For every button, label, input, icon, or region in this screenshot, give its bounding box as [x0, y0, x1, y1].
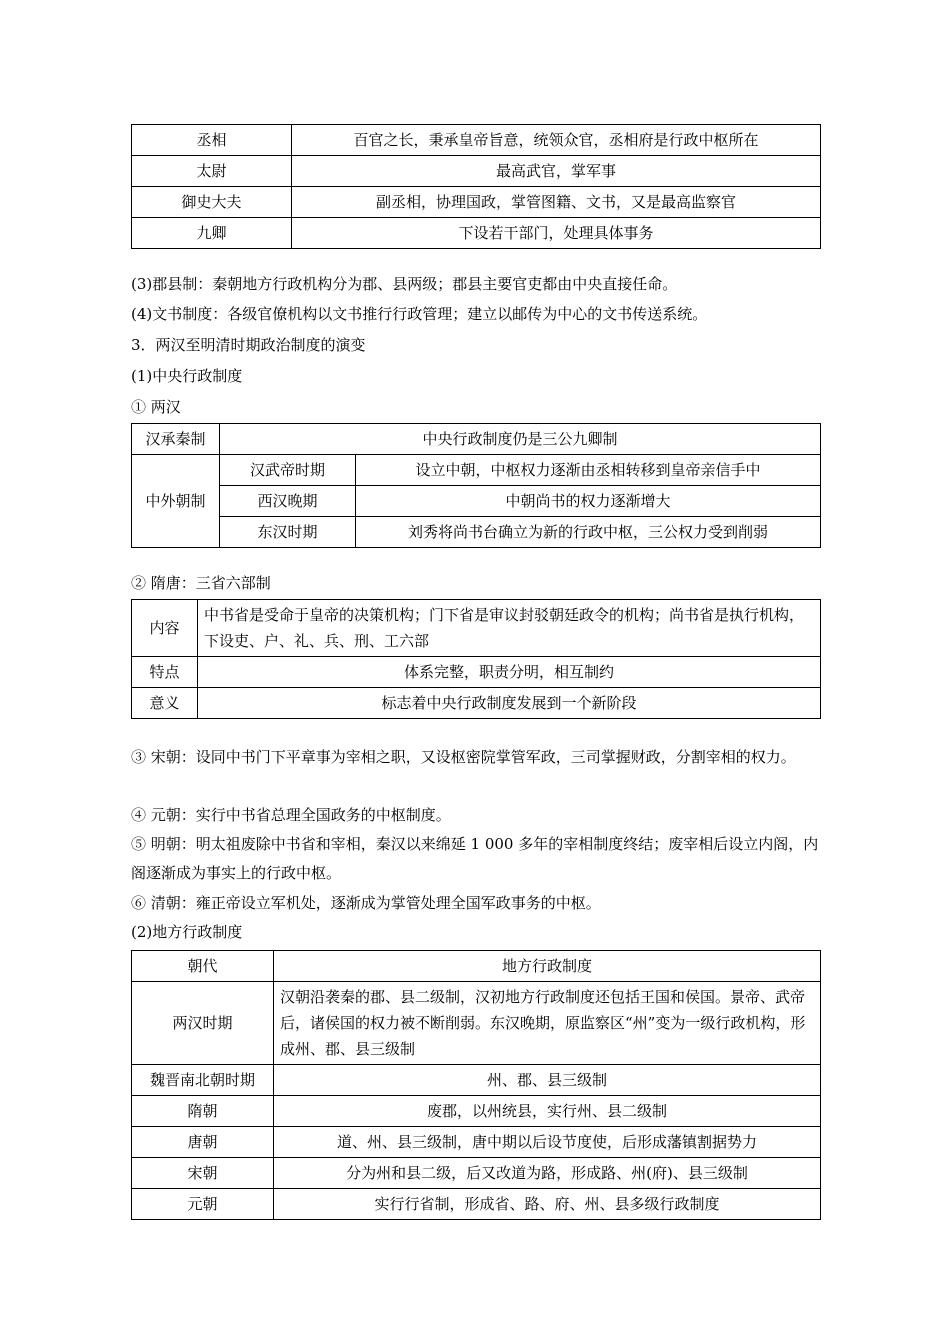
row-text: 中书省是受命于皇帝的决策机构；门下省是审议封驳朝廷政令的机构；尚书省是执行机构，下设吏、户、礼、兵、刑、工六部: [198, 600, 821, 657]
period-label: 东汉时期: [220, 517, 356, 548]
official-name: 九卿: [132, 218, 292, 249]
subsection-heading: (1)中央行政制度: [131, 367, 243, 385]
han-central-system-table: [131, 423, 821, 548]
table-row: [132, 657, 821, 688]
period-text: 中朝尚书的权力逐渐增大: [356, 486, 821, 517]
table-row: [132, 982, 821, 1065]
table-row: [132, 187, 821, 218]
row-text: 体系完整，职责分明，相互制约: [198, 657, 821, 688]
table-row: [132, 218, 821, 249]
dynasty-cell: 宋朝: [132, 1158, 274, 1189]
paragraph-song: ③ 宋朝：设同中书门下平章事为宰相之职，又设枢密院掌管军政，三司掌握财政，分割宰相的权力。: [131, 748, 796, 766]
table-row: [132, 517, 821, 548]
official-name: 太尉: [132, 156, 292, 187]
subsection-heading: (2)地方行政制度: [131, 923, 243, 941]
row-label: 汉承秦制: [132, 424, 220, 455]
table-row: [132, 156, 821, 187]
system-cell: 实行行省制，形成省、路、府、州、县多级行政制度: [274, 1189, 821, 1220]
row-label: 特点: [132, 657, 198, 688]
row-text: 中央行政制度仍是三公九卿制: [220, 424, 821, 455]
row-label: 意义: [132, 688, 198, 719]
period-text: 设立中朝，中枢权力逐渐由丞相转移到皇帝亲信手中: [356, 455, 821, 486]
group-label: 中外朝制: [132, 455, 220, 548]
paragraph-junxian: (3)郡县制：秦朝地方行政机构分为郡、县两级；郡县主要官吏都由中央直接任命。: [131, 275, 678, 293]
table-header-row: [132, 951, 821, 982]
item-heading: ① 两汉: [131, 398, 181, 416]
table-row: [132, 455, 821, 486]
item-heading: ② 隋唐：三省六部制: [131, 574, 271, 592]
local-administration-table: [131, 950, 821, 1220]
dynasty-cell: 魏晋南北朝时期: [132, 1065, 274, 1096]
system-cell: 分为州和县二级，后又改道为路，形成路、州(府)、县三级制: [274, 1158, 821, 1189]
official-duty: 副丞相，协理国政，掌管图籍、文书，又是最高监察官: [292, 187, 821, 218]
row-text: 标志着中央行政制度发展到一个新阶段: [198, 688, 821, 719]
dynasty-cell: 隋朝: [132, 1096, 274, 1127]
dynasty-cell: 唐朝: [132, 1127, 274, 1158]
period-label: 汉武帝时期: [220, 455, 356, 486]
system-cell: 汉朝沿袭秦的郡、县二级制，汉初地方行政制度还包括王国和侯国。景帝、武帝后，诸侯国的权力被不断削弱。东汉晚期，原监察区“州”变为一级行政机构，形成州、郡、县三级制: [274, 982, 821, 1065]
official-duty: 下设若干部门，处理具体事务: [292, 218, 821, 249]
period-label: 西汉晚期: [220, 486, 356, 517]
qin-central-officials-table: [131, 124, 821, 249]
table-row: [132, 424, 821, 455]
system-cell: 州、郡、县三级制: [274, 1065, 821, 1096]
column-header: 朝代: [132, 951, 274, 982]
paragraph-qing: ⑥ 清朝：雍正帝设立军机处，逐渐成为掌管处理全国军政事务的中枢。: [131, 894, 601, 912]
row-label: 内容: [132, 600, 198, 657]
official-duty: 百官之长，秉承皇帝旨意，统领众官，丞相府是行政中枢所在: [292, 125, 821, 156]
table-row: [132, 1127, 821, 1158]
system-cell: 道、州、县三级制，唐中期以后设节度使，后形成藩镇割据势力: [274, 1127, 821, 1158]
table-row: [132, 125, 821, 156]
table-row: [132, 1189, 821, 1220]
table-row: [132, 1065, 821, 1096]
dynasty-cell: 元朝: [132, 1189, 274, 1220]
period-text: 刘秀将尚书台确立为新的行政中枢，三公权力受到削弱: [356, 517, 821, 548]
column-header: 地方行政制度: [274, 951, 821, 982]
table-row: [132, 600, 821, 657]
table-row: [132, 1096, 821, 1127]
paragraph-yuan: ④ 元朝：实行中书省总理全国政务的中枢制度。: [131, 806, 451, 824]
three-departments-table: [131, 599, 821, 719]
official-name: 丞相: [132, 125, 292, 156]
section-heading: 3．两汉至明清时期政治制度的演变: [131, 336, 366, 354]
table-row: [132, 486, 821, 517]
official-duty: 最高武官，掌军事: [292, 156, 821, 187]
paragraph-wenshu: (4)文书制度：各级官僚机构以文书推行行政管理；建立以邮传为中心的文书传送系统。: [131, 305, 708, 323]
table-row: [132, 688, 821, 719]
table-row: [132, 1158, 821, 1189]
system-cell: 废郡，以州统县，实行州、县二级制: [274, 1096, 821, 1127]
official-name: 御史大夫: [132, 187, 292, 218]
paragraph-ming: ⑤ 明朝：明太祖废除中书省和宰相，秦汉以来绵延 1 000 多年的宰相制度终结；废宰相后设立内阁，内阁逐渐成为事实上的行政中枢。: [131, 835, 819, 882]
dynasty-cell: 两汉时期: [132, 982, 274, 1065]
